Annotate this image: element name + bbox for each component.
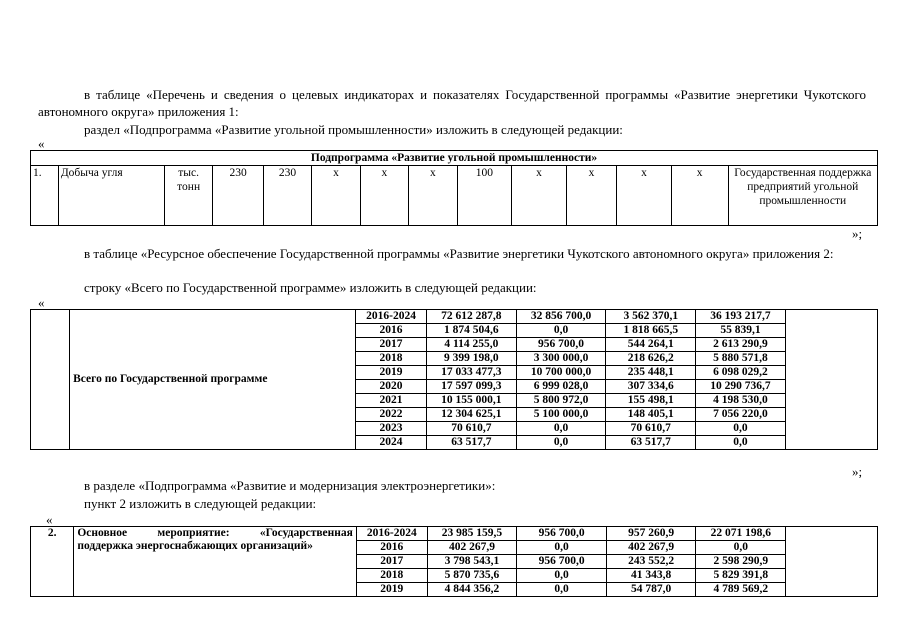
table3-cell: 54 787,0 [606, 583, 696, 597]
paragraph-electro-section: в разделе «Подпрограмма «Развитие и модернизация электроэнергетики»: [84, 478, 496, 493]
table3-cell: 2 598 290,9 [696, 555, 786, 569]
table1-cell: Государственная поддержка предприятий угольной промышленности [728, 166, 877, 226]
quote-open-2: « [38, 295, 45, 310]
table2-cell: 2020 [356, 380, 427, 394]
table3-blank-cell [786, 527, 878, 597]
table2-cell: 4 114 255,0 [426, 338, 516, 352]
table2-cell: 17 033 477,3 [426, 366, 516, 380]
table1-cell: тыс. тонн [164, 166, 212, 226]
table3-cell: 5 829 391,8 [696, 569, 786, 583]
table-row [31, 310, 878, 324]
table3-cell: 956 700,0 [517, 527, 607, 541]
table2-cell: 2019 [356, 366, 427, 380]
quote-open-3: « [46, 512, 53, 527]
table1-cell: х [566, 166, 616, 226]
table2-cell: 3 562 370,1 [606, 310, 696, 324]
table2-cell: 10 290 736,7 [696, 380, 786, 394]
table3-cell: 3 798 543,1 [427, 555, 517, 569]
quote-close-1: »; [852, 226, 863, 241]
table1-cell: 230 [263, 166, 311, 226]
table3-cell: 243 552,2 [606, 555, 696, 569]
table2-cell: 32 856 700,0 [516, 310, 606, 324]
table2-cell: 155 498,1 [606, 394, 696, 408]
table2-cell: 0,0 [516, 324, 606, 338]
table1-cell: 1. [31, 166, 59, 226]
table3-cell: 0,0 [517, 583, 607, 597]
table3-cell: 2019 [356, 583, 427, 597]
table2-cell: 3 300 000,0 [516, 352, 606, 366]
quote-close-2: »; [852, 464, 863, 479]
paragraph-resource-table: в таблице «Ресурсное обеспечение Государственной программы «Развитие энергетики Чукотского автономного округа» приложения 2: [84, 246, 834, 261]
table2-cell: 2021 [356, 394, 427, 408]
table2-cell: 2018 [356, 352, 427, 366]
paragraph-total-row: строку «Всего по Государственной программе» изложить в следующей редакции: [84, 280, 537, 295]
table2-cell: 2016-2024 [356, 310, 427, 324]
table2-cell: 148 405,1 [606, 408, 696, 422]
table1-cell: 100 [457, 166, 512, 226]
table3-cell: 23 985 159,5 [427, 527, 517, 541]
paragraph-item-2: пункт 2 изложить в следующей редакции: [84, 496, 317, 511]
table3-cell: 402 267,9 [606, 541, 696, 555]
table2-cell: 2022 [356, 408, 427, 422]
quote-open-1: « [38, 136, 45, 151]
table2-cell: 2017 [356, 338, 427, 352]
table2-cell: 5 100 000,0 [516, 408, 606, 422]
table2-cell: 218 626,2 [606, 352, 696, 366]
table3-cell: 2018 [356, 569, 427, 583]
table2-cell: 2024 [356, 436, 427, 450]
table3-cell: 402 267,9 [427, 541, 517, 555]
table1-cell: х [360, 166, 408, 226]
coal-indicators-table [30, 150, 878, 226]
table1-cell: 230 [213, 166, 263, 226]
table2-cell: 0,0 [516, 436, 606, 450]
table2-cell: 10 155 000,1 [426, 394, 516, 408]
table-row [31, 166, 878, 226]
table2-cell: 63 517,7 [426, 436, 516, 450]
table2-cell: 5 800 972,0 [516, 394, 606, 408]
table3-cell: 957 260,9 [606, 527, 696, 541]
table2-cell: 235 448,1 [606, 366, 696, 380]
table3-cell: 956 700,0 [517, 555, 607, 569]
table2-cell: 307 334,6 [606, 380, 696, 394]
table2-cell: 6 999 028,0 [516, 380, 606, 394]
table1-cell: х [312, 166, 360, 226]
table2-cell: 2 613 290,9 [696, 338, 786, 352]
table2-cell: 72 612 287,8 [426, 310, 516, 324]
table2-cell: 7 056 220,0 [696, 408, 786, 422]
table3-cell: 2016 [356, 541, 427, 555]
table2-cell: 0,0 [696, 436, 786, 450]
table2-blank-cell [31, 310, 70, 450]
table2-cell: 5 880 571,8 [696, 352, 786, 366]
table2-cell: 9 399 198,0 [426, 352, 516, 366]
table1-cell: х [512, 166, 567, 226]
table3-cell: 4 844 356,2 [427, 583, 517, 597]
table1-cell: Добыча угля [58, 166, 164, 226]
table3-cell: 41 343,8 [606, 569, 696, 583]
table3-cell: 22 071 198,6 [696, 527, 786, 541]
table2-cell: 36 193 217,7 [696, 310, 786, 324]
table-row [31, 527, 878, 541]
table2-cell: 1 818 665,5 [606, 324, 696, 338]
table2-cell: 2016 [356, 324, 427, 338]
paragraph-section-coal: раздел «Подпрограмма «Развитие угольной промышленности» изложить в следующей редакции: [84, 122, 623, 137]
table3-num: 2. [31, 527, 74, 597]
table2-cell: 956 700,0 [516, 338, 606, 352]
table3-cell: 2017 [356, 555, 427, 569]
table2-cell: 12 304 625,1 [426, 408, 516, 422]
table2-cell: 4 198 530,0 [696, 394, 786, 408]
electro-support-table [30, 526, 878, 597]
table3-label: Основное мероприятие: «Государственная поддержка энергоснабжающих организаций» [74, 527, 357, 597]
table2-cell: 70 610,7 [606, 422, 696, 436]
table2-cell: 70 610,7 [426, 422, 516, 436]
resource-total-table [30, 309, 878, 450]
table3-cell: 5 870 735,6 [427, 569, 517, 583]
table2-cell: 10 700 000,0 [516, 366, 606, 380]
table1-cell: х [671, 166, 728, 226]
table2-cell: 1 874 504,6 [426, 324, 516, 338]
table1-header: Подпрограмма «Развитие угольной промышленности» [31, 151, 878, 166]
table2-blank-cell [785, 310, 877, 450]
table2-cell: 63 517,7 [606, 436, 696, 450]
table3-cell: 0,0 [696, 541, 786, 555]
table3-cell: 2016-2024 [356, 527, 427, 541]
table2-cell: 544 264,1 [606, 338, 696, 352]
table2-cell: 2023 [356, 422, 427, 436]
table2-cell: 55 839,1 [696, 324, 786, 338]
paragraph-table-list: в таблице «Перечень и сведения о целевых индикаторах и показателях Государственной программы «Развитие энергетики Чукотского автономного округа» приложения 1: [38, 87, 866, 119]
table2-cell: 0,0 [516, 422, 606, 436]
table2-cell: 0,0 [696, 422, 786, 436]
table2-cell: 17 597 099,3 [426, 380, 516, 394]
table3-cell: 0,0 [517, 569, 607, 583]
table1-cell: х [617, 166, 672, 226]
table1-cell: х [409, 166, 457, 226]
table2-cell: 6 098 029,2 [696, 366, 786, 380]
table3-cell: 0,0 [517, 541, 607, 555]
table3-cell: 4 789 569,2 [696, 583, 786, 597]
table2-label: Всего по Государственной программе [70, 310, 356, 450]
